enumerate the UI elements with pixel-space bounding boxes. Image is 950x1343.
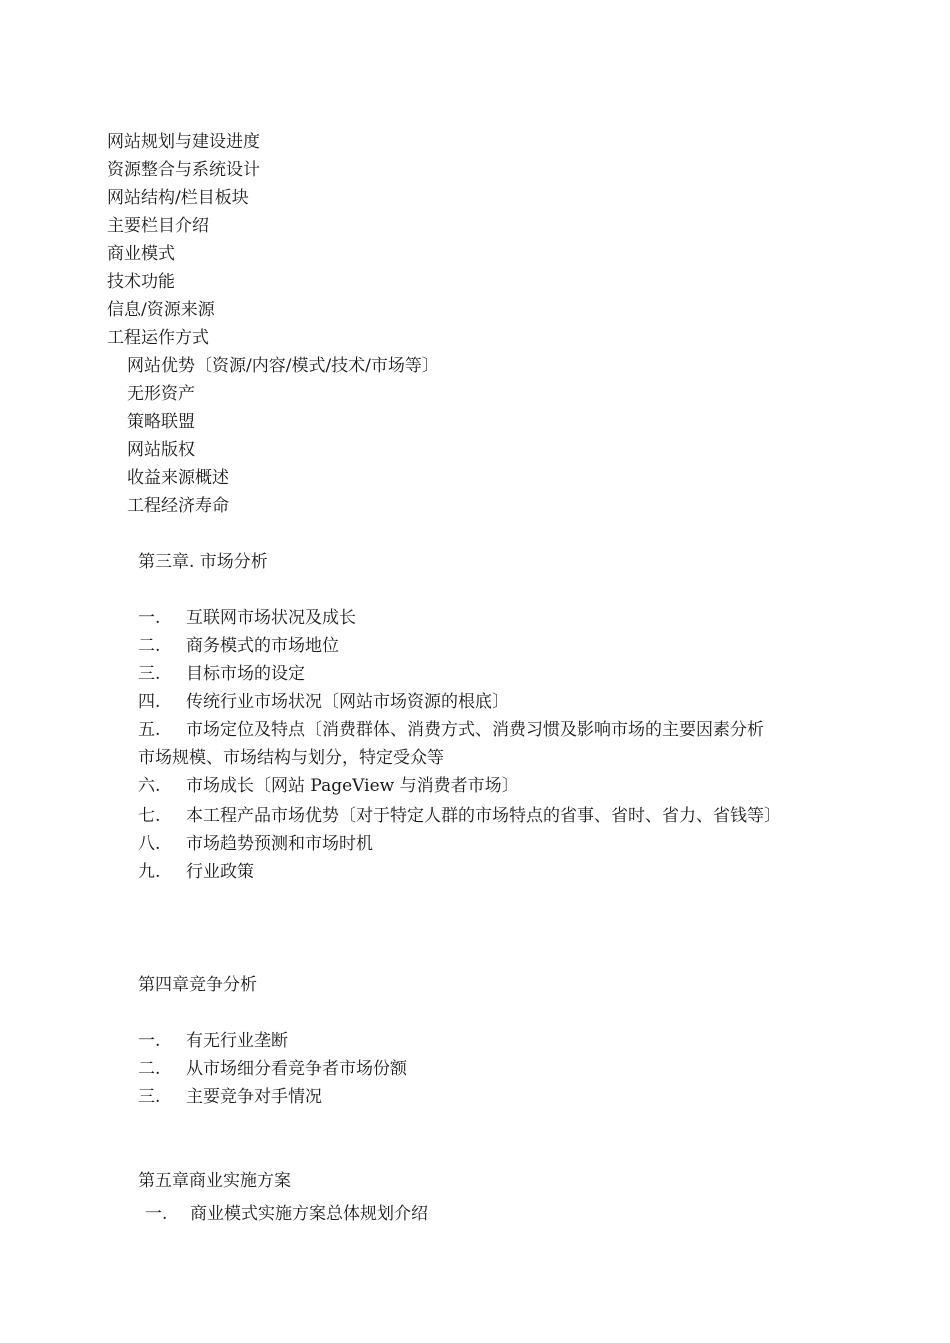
list-number: 九.	[138, 862, 161, 882]
list-item: 主要栏目介绍	[107, 216, 209, 236]
list-item: 市场成长〔网站 PageView 与消费者市场〕	[186, 776, 519, 796]
list-item: 目标市场的设定	[186, 664, 305, 684]
list-number: 四.	[138, 692, 161, 712]
list-item: 互联网市场状况及成长	[186, 608, 356, 628]
list-item: 技术功能	[107, 272, 175, 292]
chapter-title: 第三章. 市场分析	[138, 552, 268, 572]
list-number: 三.	[138, 664, 161, 684]
list-item: 网站结构/栏目板块	[107, 188, 249, 208]
list-item: 商务模式的市场地位	[186, 636, 339, 656]
chapter-title: 第四章竞争分析	[138, 975, 257, 995]
list-item: 网站版权	[127, 440, 195, 460]
list-number: 二.	[138, 1059, 161, 1079]
list-item: 工程经济寿命	[127, 496, 229, 516]
list-number: 一.	[145, 1204, 168, 1224]
list-item: 市场定位及特点〔消费群体、消费方式、消费习惯及影响市场的主要因素分析	[186, 720, 764, 740]
list-item: 主要竞争对手情况	[186, 1087, 322, 1107]
list-item: 有无行业垄断	[186, 1031, 288, 1051]
list-number: 三.	[138, 1087, 161, 1107]
list-item: 收益来源概述	[127, 468, 229, 488]
list-item: 工程运作方式	[107, 328, 209, 348]
list-number: 二.	[138, 636, 161, 656]
list-item: 网站优势〔资源/内容/模式/技术/市场等〕	[127, 356, 439, 376]
list-item: 无形资产	[127, 384, 195, 404]
chapter-title: 第五章商业实施方案	[138, 1171, 291, 1191]
list-item-continuation: 市场规模、市场结构与划分，特定受众等	[138, 748, 444, 768]
list-number: 一.	[138, 608, 161, 628]
list-item: 从市场细分看竞争者市场份额	[186, 1059, 407, 1079]
list-item: 网站规划与建设进度	[107, 132, 260, 152]
list-item: 资源整合与系统设计	[107, 160, 260, 180]
list-number: 五.	[138, 720, 161, 740]
list-item: 商业模式实施方案总体规划介绍	[190, 1204, 428, 1224]
list-number: 六.	[138, 776, 161, 796]
list-item: 信息/资源来源	[107, 300, 215, 320]
list-number: 七.	[138, 806, 161, 826]
list-item: 商业模式	[107, 244, 175, 264]
list-item: 市场趋势预测和市场时机	[186, 834, 373, 854]
list-number: 一.	[138, 1031, 161, 1051]
list-item: 传统行业市场状况〔网站市场资源的根底〕	[186, 692, 509, 712]
list-item: 行业政策	[186, 862, 254, 882]
list-item: 本工程产品市场优势〔对于特定人群的市场特点的省事、省时、省力、省钱等〕	[186, 806, 781, 826]
list-item: 策略联盟	[127, 412, 195, 432]
list-number: 八.	[138, 834, 161, 854]
